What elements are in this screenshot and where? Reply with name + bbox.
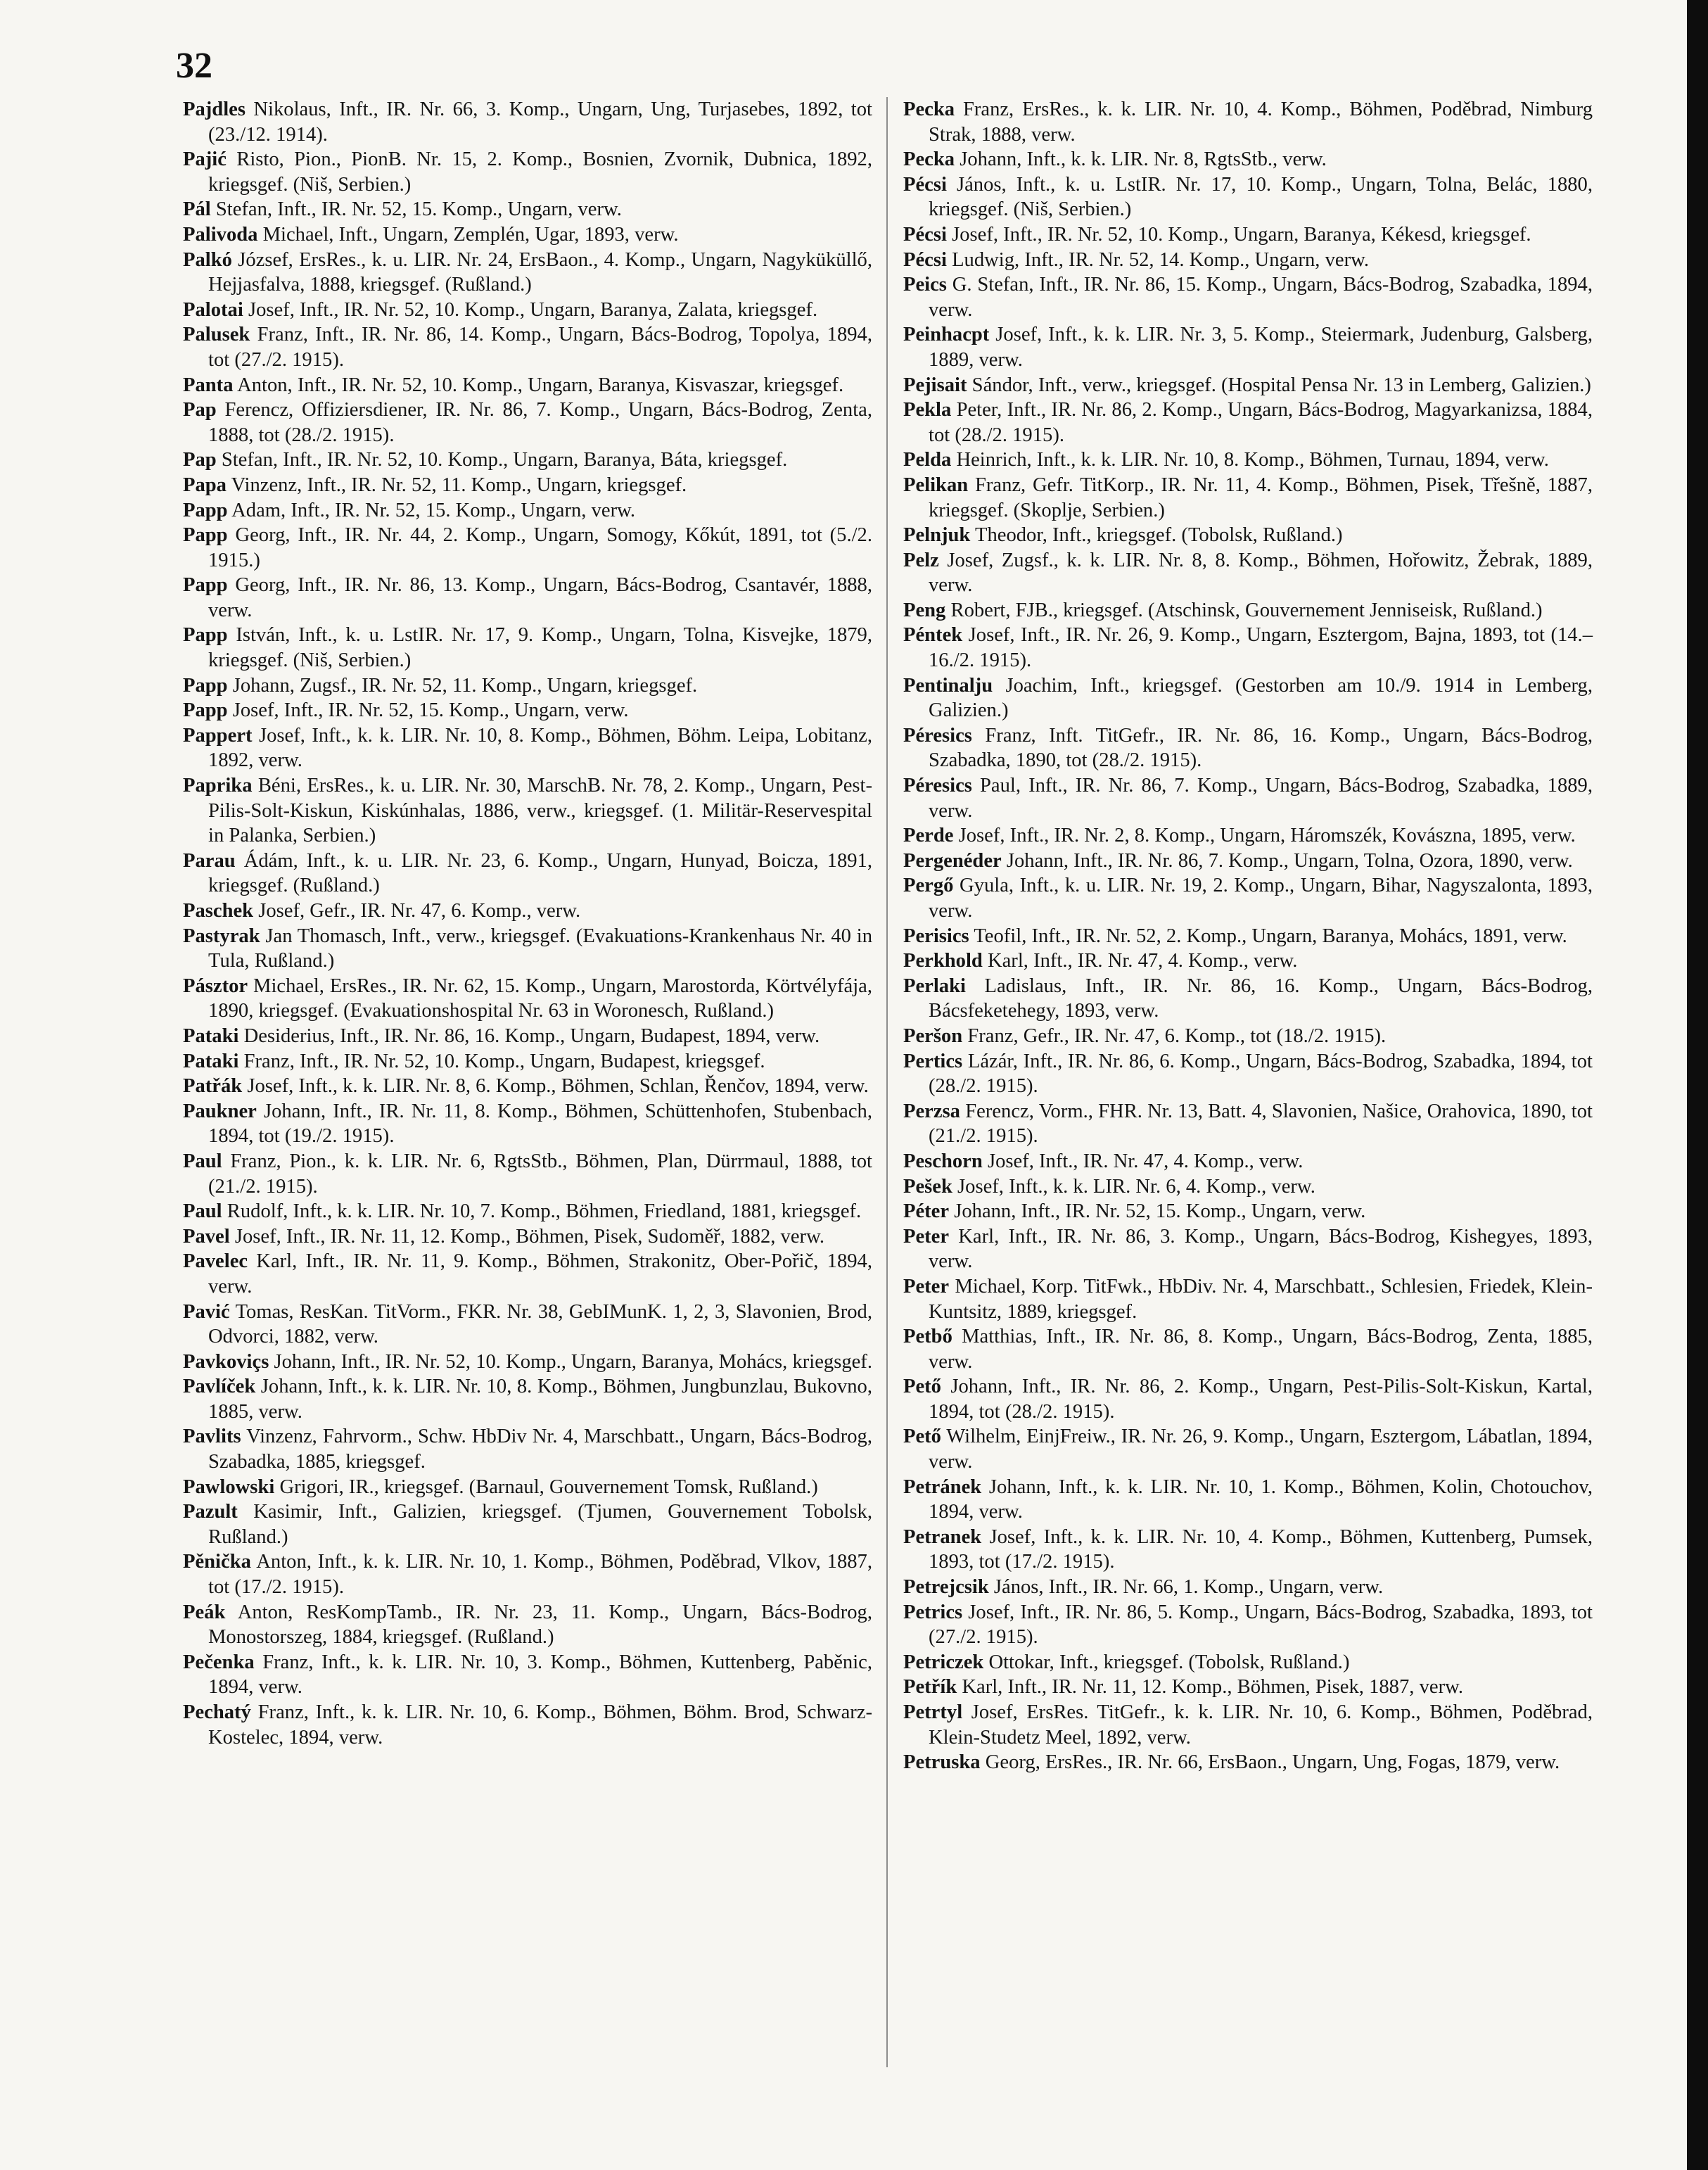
entry-details: Ottokar, Inft., kriegsgef. (Tobolsk, Rußland.) — [988, 1651, 1350, 1673]
entry-surname: Patřák — [183, 1075, 243, 1098]
entry-surname: Pavić — [183, 1300, 230, 1323]
register-entry — [903, 1199, 1593, 1224]
entry-details: Michael, Korp. TitFwk., HbDiv. Nr. 4, Marschbatt., Schlesien, Friedek, Klein-Kuntsitz, 1889, kriegsgef. — [929, 1275, 1593, 1323]
entry-details: János, Inft., IR. Nr. 66, 1. Komp., Ungarn, verw. — [993, 1576, 1384, 1599]
register-entry — [903, 723, 1593, 773]
entry-surname: Pečenka — [183, 1651, 255, 1673]
entry-surname: Peršon — [903, 1024, 963, 1047]
register-entry — [183, 1600, 872, 1650]
entry-details: Josef, ErsRes. TitGefr., k. k. LIR. Nr. 10, 6. Komp., Böhmen, Poděbrad, Klein-Studetz Meel, 1892, verw. — [929, 1701, 1593, 1749]
register-entry — [183, 1475, 872, 1500]
register-entry — [903, 974, 1593, 1024]
entry-details: Josef, Inft., IR. Nr. 86, 5. Komp., Ungarn, Bács-Bodrog, Szabadka, 1893, tot (27./2. 1915). — [929, 1601, 1593, 1649]
entry-details: Josef, Inft., k. k. LIR. Nr. 10, 4. Komp., Böhmen, Kuttenberg, Pumsek, 1893, tot (17./2. 1915). — [929, 1525, 1593, 1573]
entry-surname: Peinhacpt — [903, 324, 990, 346]
entry-details: Georg, ErsRes., IR. Nr. 66, ErsBaon., Ungarn, Ung, Fogas, 1879, verw. — [985, 1751, 1560, 1774]
entry-details: Sándor, Inft., verw., kriegsgef. (Hospital Pensa Nr. 13 in Lemberg, Galizien.) — [971, 374, 1591, 396]
entry-details: Béni, ErsRes., k. u. LIR. Nr. 30, MarschB. Nr. 78, 2. Komp., Ungarn, Pest-Pilis-Solt-Kiskun, Kiskúnhalas, 1886, verw., kriegsgef. (1. Militär-Reservespital in Palanka, Serbien.) — [208, 775, 872, 847]
register-entry — [903, 873, 1593, 923]
entry-surname: Pentinalju — [903, 674, 993, 697]
entry-details: Johann, Inft., k. k. LIR. Nr. 10, 1. Komp., Böhmen, Kolin, Chotouchov, 1894, verw. — [929, 1476, 1593, 1523]
entry-details: Desiderius, Inft., IR. Nr. 86, 16. Komp., Ungarn, Budapest, 1894, verw. — [243, 1024, 820, 1047]
entry-details: Franz, Inft., IR. Nr. 86, 14. Komp., Ungarn, Bács-Bodrog, Topolya, 1894, tot (27./2. 1915). — [208, 324, 872, 371]
register-entry — [183, 899, 872, 924]
entry-surname: Pechatý — [183, 1701, 251, 1723]
entry-surname: Pavlits — [183, 1426, 241, 1448]
entry-details: Grigori, IR., kriegsgef. (Barnaul, Gouvernement Tomsk, Rußland.) — [279, 1476, 818, 1498]
register-entry — [903, 272, 1593, 322]
entry-surname: Pergenéder — [903, 849, 1002, 872]
entry-details: Johann, Inft., IR. Nr. 52, 15. Komp., Ungarn, verw. — [954, 1200, 1366, 1223]
entry-surname: Papp — [183, 624, 228, 647]
entry-surname: Péter — [903, 1200, 950, 1223]
entry-details: Teofil, Inft., IR. Nr. 52, 2. Komp., Ungarn, Baranya, Mohács, 1891, verw. — [974, 925, 1567, 947]
register-entry — [183, 147, 872, 197]
register-entry — [183, 97, 872, 147]
register-entry — [183, 197, 872, 222]
entry-details: Anton, Inft., IR. Nr. 52, 10. Komp., Ungarn, Baranya, Kisvaszar, kriegsgef. — [237, 374, 844, 396]
register-entry — [903, 1024, 1593, 1049]
register-entry — [183, 698, 872, 723]
entry-surname: Petrejcsik — [903, 1576, 989, 1599]
entry-surname: Palkó — [183, 248, 232, 271]
entry-details: Stefan, Inft., IR. Nr. 52, 10. Komp., Ungarn, Baranya, Báta, kriegsgef. — [221, 449, 788, 471]
register-entry — [903, 1700, 1593, 1750]
entry-surname: Pataki — [183, 1024, 239, 1047]
register-entry — [903, 598, 1593, 623]
right-column — [903, 97, 1593, 1775]
entry-surname: Pető — [903, 1376, 941, 1398]
entry-details: Vinzenz, Inft., IR. Nr. 52, 11. Komp., Ungarn, kriegsgef. — [231, 474, 687, 496]
entry-surname: Parau — [183, 849, 236, 872]
entry-surname: Petriczek — [903, 1651, 984, 1673]
entry-surname: Péresics — [903, 724, 972, 747]
register-entry — [903, 924, 1593, 949]
register-entry — [183, 1700, 872, 1750]
register-entry — [183, 398, 872, 448]
entry-details: Josef, Inft., IR. Nr. 26, 9. Komp., Ungarn, Esztergom, Bajna, 1893, tot (14.–16./2. 1915). — [929, 624, 1593, 672]
register-entry — [903, 1174, 1593, 1200]
page-number: 32 — [176, 46, 212, 86]
register-entry — [903, 1600, 1593, 1650]
register-entry — [183, 373, 872, 398]
entry-surname: Pajdles — [183, 99, 246, 120]
entry-surname: Pecka — [903, 148, 955, 171]
register-entry — [183, 1549, 872, 1599]
entry-details: Karl, Inft., IR. Nr. 47, 4. Komp., verw. — [987, 950, 1298, 972]
register-entry — [903, 1149, 1593, 1174]
entry-surname: Pap — [183, 399, 217, 421]
entry-surname: Pavel — [183, 1225, 230, 1248]
entry-surname: Pető — [903, 1426, 941, 1448]
entry-details: Rudolf, Inft., k. k. LIR. Nr. 10, 7. Komp., Böhmen, Friedland, 1881, kriegsgef. — [227, 1200, 862, 1223]
entry-details: Johann, Inft., IR. Nr. 11, 8. Komp., Böhmen, Schüttenhofen, Stubenbach, 1894, tot (19./2. 1915). — [208, 1100, 872, 1148]
left-column — [183, 97, 872, 1750]
entry-surname: Pelikan — [903, 474, 969, 496]
entry-surname: Petrics — [903, 1601, 963, 1623]
register-entry — [183, 573, 872, 623]
entry-surname: Perisics — [903, 925, 969, 947]
entry-surname: Papp — [183, 699, 228, 722]
entry-details: Ludwig, Inft., IR. Nr. 52, 14. Komp., Ungarn, verw. — [952, 248, 1370, 271]
register-entry — [183, 248, 872, 298]
entry-details: Jan Thomasch, Inft., verw., kriegsgef. (Evakuations-Krankenhaus Nr. 40 in Tula, Rußland.) — [208, 925, 872, 972]
entry-surname: Peter — [903, 1275, 950, 1297]
entry-details: Risto, Pion., PionB. Nr. 15, 2. Komp., Bosnien, Zvornik, Dubnica, 1892, kriegsgef. (Niš, Serbien.) — [208, 148, 872, 196]
entry-details: Anton, Inft., k. k. LIR. Nr. 10, 1. Komp., Böhmen, Poděbrad, Vlkov, 1887, tot (17./2. 1915). — [208, 1551, 872, 1599]
entry-surname: Papp — [183, 499, 228, 521]
entry-surname: Pál — [183, 198, 211, 221]
entry-surname: Péntek — [903, 624, 963, 647]
register-entry — [903, 1099, 1593, 1149]
entry-surname: Perzsa — [903, 1100, 960, 1122]
entry-details: Johann, Inft., k. k. LIR. Nr. 8, RgtsStb., verw. — [960, 148, 1327, 171]
register-entry — [183, 1499, 872, 1549]
register-entry — [903, 1049, 1593, 1099]
register-entry — [183, 298, 872, 323]
entry-surname: Pajić — [183, 148, 227, 171]
register-entry — [183, 1149, 872, 1199]
entry-details: Ferencz, Offiziersdiener, IR. Nr. 86, 7. Komp., Ungarn, Bács-Bodrog, Zenta, 1888, tot (28./2. 1915). — [208, 399, 872, 446]
entry-details: Wilhelm, EinjFreiw., IR. Nr. 26, 9. Komp., Ungarn, Esztergom, Lábatlan, 1894, verw. — [929, 1426, 1593, 1473]
entry-surname: Paschek — [183, 900, 254, 922]
entry-details: Ádám, Inft., k. u. LIR. Nr. 23, 6. Komp., Ungarn, Hunyad, Boicza, 1891, kriegsgef. (Rußland.) — [208, 849, 872, 897]
register-entry — [183, 1300, 872, 1350]
column-divider — [886, 97, 888, 2067]
register-entry — [903, 1324, 1593, 1374]
entry-details: Nikolaus, Inft., IR. Nr. 66, 3. Komp., Ungarn, Ung, Turjasebes, 1892, tot (23./12. 1914). — [208, 99, 872, 146]
entry-surname: Peák — [183, 1601, 226, 1623]
register-entry — [903, 448, 1593, 473]
entry-details: Theodor, Inft., kriegsgef. (Tobolsk, Rußland.) — [974, 524, 1343, 547]
register-entry — [183, 1224, 872, 1250]
scan-dark-edge — [1687, 0, 1708, 2170]
entry-details: Franz, ErsRes., k. k. LIR. Nr. 10, 4. Komp., Böhmen, Poděbrad, Nimburg Strak, 1888, verw. — [929, 99, 1593, 146]
entry-details: Ladislaus, Inft., IR. Nr. 86, 16. Komp., Ungarn, Bács-Bodrog, Bácsfeketehegy, 1893, verw. — [929, 975, 1593, 1022]
entry-details: Joachim, Inft., kriegsgef. (Gestorben am 10./9. 1914 in Lemberg, Galizien.) — [929, 674, 1593, 722]
entry-details: Franz, Inft., k. k. LIR. Nr. 10, 3. Komp., Böhmen, Kuttenberg, Paběnic, 1894, verw. — [208, 1651, 872, 1699]
entry-details: Lázár, Inft., IR. Nr. 86, 6. Komp., Ungarn, Bács-Bodrog, Szabadka, 1894, tot (28./2. 1915). — [929, 1050, 1593, 1098]
register-entry — [183, 1350, 872, 1375]
entry-details: József, ErsRes., k. u. LIR. Nr. 24, ErsBaon., 4. Komp., Ungarn, Nagyküküllő, Hejjasfalva, 1888, kriegsgef. (Rußland.) — [208, 248, 872, 296]
entry-details: Johann, Inft., k. k. LIR. Nr. 10, 8. Komp., Böhmen, Jungbunzlau, Bukovno, 1885, verw. — [208, 1376, 872, 1423]
register-entry — [903, 473, 1593, 523]
register-entry — [183, 1199, 872, 1224]
entry-details: Georg, Inft., IR. Nr. 86, 13. Komp., Ungarn, Bács-Bodrog, Csantavér, 1888, verw. — [208, 574, 872, 621]
entry-details: Matthias, Inft., IR. Nr. 86, 8. Komp., Ungarn, Bács-Bodrog, Zenta, 1885, verw. — [929, 1326, 1593, 1373]
register-entry — [183, 473, 872, 498]
register-entry — [183, 448, 872, 473]
entry-surname: Pelnjuk — [903, 524, 971, 547]
entry-details: Josef, Inft., k. k. LIR. Nr. 10, 8. Komp., Böhmen, Böhm. Leipa, Lobitanz, 1892, verw. — [208, 724, 872, 772]
register-entry — [183, 849, 872, 899]
entry-details: Michael, ErsRes., IR. Nr. 62, 15. Komp., Ungarn, Marostorda, Körtvélyfája, 1890, kriegsgef. (Evakuationshospital Nr. 63 in Woronesch, Rußland.) — [208, 975, 872, 1022]
entry-details: Robert, FJB., kriegsgef. (Atschinsk, Gouvernement Jenniseisk, Rußland.) — [950, 599, 1543, 621]
register-entry — [903, 1475, 1593, 1525]
entry-surname: Palivoda — [183, 223, 258, 246]
register-entry — [183, 1074, 872, 1099]
register-entry — [903, 823, 1593, 849]
entry-surname: Palusek — [183, 324, 250, 346]
entry-surname: Petránek — [903, 1476, 982, 1498]
entry-surname: Papp — [183, 574, 228, 597]
entry-surname: Petranek — [903, 1525, 982, 1548]
entry-details: Franz, Gefr., IR. Nr. 47, 6. Komp., tot (18./2. 1915). — [967, 1024, 1387, 1047]
entry-details: Peter, Inft., IR. Nr. 86, 2. Komp., Ungarn, Bács-Bodrog, Magyarkanizsa, 1884, tot (28./2. 1915). — [929, 399, 1593, 446]
entry-details: János, Inft., k. u. LstIR. Nr. 17, 10. Komp., Ungarn, Tolna, Belác, 1880, kriegsgef. (Niš, Serbien.) — [929, 173, 1593, 221]
register-entry — [183, 974, 872, 1024]
entry-details: Karl, Inft., IR. Nr. 86, 3. Komp., Ungarn, Bács-Bodrog, Kishegyes, 1893, verw. — [929, 1225, 1593, 1273]
entry-details: Anton, ResKompTamb., IR. Nr. 23, 11. Komp., Ungarn, Bács-Bodrog, Monostorszeg, 1884, kriegsgef. (Rußland.) — [208, 1601, 872, 1649]
entry-surname: Palotai — [183, 298, 243, 321]
register-entry — [183, 1249, 872, 1299]
register-entry — [183, 673, 872, 699]
entry-details: Josef, Inft., IR. Nr. 52, 10. Komp., Ungarn, Baranya, Zalata, kriegsgef. — [248, 298, 818, 321]
register-entry — [903, 147, 1593, 172]
entry-details: Johann, Inft., IR. Nr. 86, 2. Komp., Ungarn, Pest-Pilis-Solt-Kiskun, Kartal, 1894, tot (28./2. 1915). — [929, 1376, 1593, 1423]
register-entry — [903, 1675, 1593, 1700]
register-entry — [903, 773, 1593, 823]
register-entry — [183, 623, 872, 673]
entry-surname: Petřík — [903, 1676, 957, 1699]
entry-surname: Pejisait — [903, 374, 967, 396]
register-entry — [903, 849, 1593, 874]
entry-surname: Perde — [903, 825, 954, 847]
register-entry — [183, 1650, 872, 1700]
entry-details: G. Stefan, Inft., IR. Nr. 86, 15. Komp., Ungarn, Bács-Bodrog, Szabadka, 1894, verw. — [929, 274, 1593, 321]
entry-details: Ferencz, Vorm., FHR. Nr. 13, Batt. 4, Slavonien, Našice, Orahovica, 1890, tot (21./2. 1915). — [929, 1100, 1593, 1148]
entry-details: Kasimir, Inft., Galizien, kriegsgef. (Tjumen, Gouvernement Tobolsk, Rußland.) — [208, 1501, 872, 1548]
entry-details: Josef, Gefr., IR. Nr. 47, 6. Komp., verw. — [258, 900, 581, 922]
register-entry — [183, 1049, 872, 1074]
register-entry — [903, 1750, 1593, 1775]
register-entry — [903, 1274, 1593, 1324]
entry-surname: Peschorn — [903, 1150, 983, 1172]
register-entry — [183, 222, 872, 248]
register-entry — [903, 1374, 1593, 1424]
entry-surname: Pelz — [903, 549, 939, 571]
entry-surname: Pekla — [903, 399, 952, 421]
entry-surname: Pazult — [183, 1501, 238, 1523]
register-entry — [903, 1525, 1593, 1575]
entry-surname: Pertics — [903, 1050, 963, 1072]
entry-surname: Pécsi — [903, 223, 947, 246]
entry-surname: Petruska — [903, 1751, 981, 1774]
entry-details: Karl, Inft., IR. Nr. 11, 12. Komp., Böhmen, Pisek, 1887, verw. — [962, 1676, 1464, 1699]
entry-surname: Papa — [183, 474, 227, 496]
register-entry — [183, 1099, 872, 1149]
entry-details: Franz, Inft. TitGefr., IR. Nr. 86, 16. Komp., Ungarn, Bács-Bodrog, Szabadka, 1890, tot (28./2. 1915). — [929, 724, 1593, 772]
register-entry — [903, 373, 1593, 398]
register-entry — [903, 248, 1593, 273]
entry-surname: Pécsi — [903, 248, 947, 271]
entry-surname: Peng — [903, 599, 946, 621]
entry-surname: Peter — [903, 1225, 950, 1248]
register-entry — [183, 1424, 872, 1474]
entry-details: Gyula, Inft., k. u. LIR. Nr. 19, 2. Komp., Ungarn, Bihar, Nagyszalonta, 1893, verw. — [929, 875, 1593, 922]
entry-details: Josef, Inft., IR. Nr. 52, 10. Komp., Ungarn, Baranya, Kékesd, kriegsgef. — [952, 223, 1531, 246]
entry-surname: Pecka — [903, 99, 955, 120]
entry-surname: Petbő — [903, 1326, 952, 1348]
entry-surname: Paul — [183, 1150, 222, 1172]
entry-surname: Papp — [183, 674, 228, 697]
entry-surname: Perlaki — [903, 975, 966, 997]
entry-surname: Pěnička — [183, 1551, 251, 1573]
entry-details: Stefan, Inft., IR. Nr. 52, 15. Komp., Ungarn, verw. — [215, 198, 622, 221]
entry-surname: Panta — [183, 374, 234, 396]
entry-details: Karl, Inft., IR. Nr. 11, 9. Komp., Böhmen, Strakonitz, Ober-Pořič, 1894, verw. — [208, 1250, 872, 1297]
entry-details: Vinzenz, Fahrvorm., Schw. HbDiv Nr. 4, Marschbatt., Ungarn, Bács-Bodrog, Szabadka, 1885, kriegsgef. — [208, 1426, 872, 1473]
entry-surname: Pelda — [903, 449, 952, 471]
entry-details: Heinrich, Inft., k. k. LIR. Nr. 10, 8. Komp., Böhmen, Turnau, 1894, verw. — [956, 449, 1549, 471]
entry-details: Johann, Inft., IR. Nr. 52, 10. Komp., Ungarn, Baranya, Mohács, kriegsgef. — [274, 1350, 872, 1373]
entry-details: Josef, Inft., k. k. LIR. Nr. 3, 5. Komp., Steiermark, Judenburg, Galsberg, 1889, verw. — [929, 324, 1593, 371]
entry-surname: Pavelec — [183, 1250, 248, 1273]
register-entry — [903, 1575, 1593, 1600]
register-entry — [183, 322, 872, 372]
entry-surname: Paul — [183, 1200, 222, 1223]
entry-surname: Pawlowski — [183, 1476, 275, 1498]
entry-details: Josef, Inft., k. k. LIR. Nr. 6, 4. Komp., verw. — [957, 1175, 1315, 1198]
entry-details: Josef, Inft., k. k. LIR. Nr. 8, 6. Komp., Böhmen, Schlan, Řenčov, 1894, verw. — [247, 1075, 869, 1098]
register-entry — [183, 723, 872, 773]
entry-details: Josef, Inft., IR. Nr. 47, 4. Komp., verw. — [987, 1150, 1304, 1172]
entry-surname: Pastyrak — [183, 925, 260, 947]
entry-details: István, Inft., k. u. LstIR. Nr. 17, 9. Komp., Ungarn, Tolna, Kisvejke, 1879, kriegsgef. (Niš, Serbien.) — [208, 624, 872, 672]
register-entry — [903, 548, 1593, 598]
register-entry — [183, 523, 872, 573]
entry-surname: Pécsi — [903, 173, 947, 196]
entry-surname: Péresics — [903, 775, 972, 797]
register-entry — [183, 1374, 872, 1424]
entry-details: Franz, Inft., IR. Nr. 52, 10. Komp., Ungarn, Budapest, kriegsgef. — [243, 1050, 765, 1072]
entry-details: Johann, Zugsf., IR. Nr. 52, 11. Komp., Ungarn, kriegsgef. — [232, 674, 698, 697]
register-entry — [903, 222, 1593, 248]
entry-details: Georg, Inft., IR. Nr. 44, 2. Komp., Ungarn, Somogy, Kőkút, 1891, tot (5./2. 1915.) — [208, 524, 872, 571]
register-entry — [183, 924, 872, 974]
entry-surname: Pap — [183, 449, 217, 471]
register-entry — [183, 498, 872, 524]
register-entry — [903, 673, 1593, 723]
register-entry — [903, 523, 1593, 548]
entry-details: Franz, Inft., k. k. LIR. Nr. 10, 6. Komp., Böhmen, Böhm. Brod, Schwarz-Kostelec, 1894, verw. — [208, 1701, 872, 1749]
register-entry — [903, 1424, 1593, 1474]
entry-surname: Papp — [183, 524, 228, 547]
entry-surname: Pavlíček — [183, 1376, 256, 1398]
register-entry — [903, 172, 1593, 222]
register-entry — [183, 773, 872, 849]
register-entry — [903, 623, 1593, 673]
register-entry — [183, 1024, 872, 1049]
entry-details: Adam, Inft., IR. Nr. 52, 15. Komp., Ungarn, verw. — [231, 499, 636, 521]
entry-surname: Paprika — [183, 775, 253, 797]
entry-details: Franz, Pion., k. k. LIR. Nr. 6, RgtsStb., Böhmen, Plan, Dürrmaul, 1888, tot (21./2. 1915). — [208, 1150, 872, 1198]
entry-surname: Pataki — [183, 1050, 239, 1072]
register-entry — [903, 398, 1593, 448]
entry-details: Johann, Inft., IR. Nr. 86, 7. Komp., Ungarn, Tolna, Ozora, 1890, verw. — [1006, 849, 1573, 872]
entry-surname: Perkhold — [903, 950, 983, 972]
register-entry — [903, 1224, 1593, 1274]
entry-surname: Pásztor — [183, 975, 248, 997]
entry-details: Josef, Inft., IR. Nr. 11, 12. Komp., Böhmen, Pisek, Sudoměř, 1882, verw. — [234, 1225, 825, 1248]
register-entry — [903, 948, 1593, 974]
entry-surname: Pappert — [183, 724, 253, 747]
register-entry — [903, 1650, 1593, 1675]
entry-details: Franz, Gefr. TitKorp., IR. Nr. 11, 4. Komp., Böhmen, Pisek, Třešně, 1887, kriegsgef. (Skoplje, Serbien.) — [929, 474, 1593, 521]
entry-details: Josef, Inft., IR. Nr. 2, 8. Komp., Ungarn, Háromszék, Kovászna, 1895, verw. — [958, 825, 1576, 847]
entry-details: Tomas, ResKan. TitVorm., FKR. Nr. 38, GebIMunK. 1, 2, 3, Slavonien, Brod, Odvorci, 1882, verw. — [208, 1300, 872, 1348]
entry-surname: Pešek — [903, 1175, 952, 1198]
entry-details: Josef, Inft., IR. Nr. 52, 15. Komp., Ungarn, verw. — [232, 699, 629, 722]
entry-details: Michael, Inft., Ungarn, Zemplén, Ugar, 1893, verw. — [262, 223, 679, 246]
entry-surname: Paukner — [183, 1100, 257, 1122]
entry-details: Josef, Zugsf., k. k. LIR. Nr. 8, 8. Komp., Böhmen, Hořowitz, Žebrak, 1889, verw. — [929, 549, 1593, 597]
entry-details: Paul, Inft., IR. Nr. 86, 7. Komp., Ungarn, Bács-Bodrog, Szabadka, 1889, verw. — [929, 775, 1593, 822]
entry-surname: Petrtyl — [903, 1701, 963, 1723]
entry-surname: Pavkoviçs — [183, 1350, 269, 1373]
register-entry — [903, 97, 1593, 147]
register-entry — [903, 322, 1593, 372]
entry-surname: Peics — [903, 274, 947, 296]
entry-surname: Pergő — [903, 875, 954, 897]
